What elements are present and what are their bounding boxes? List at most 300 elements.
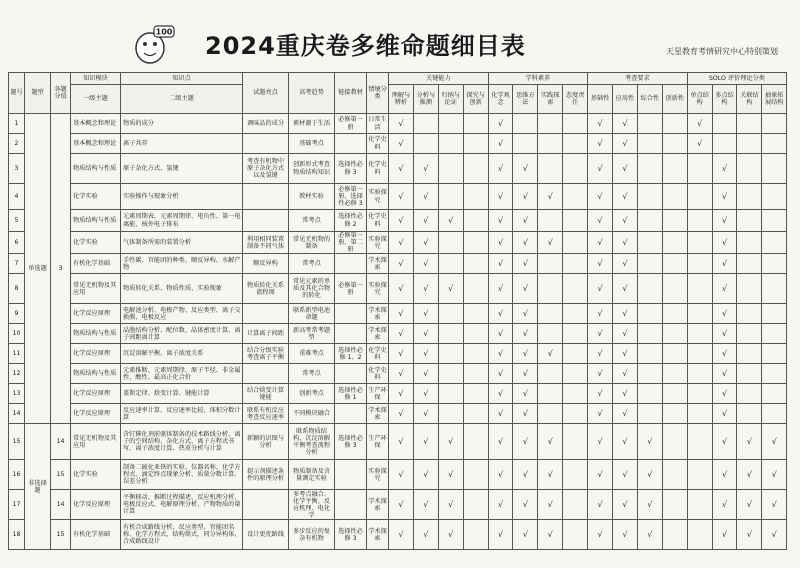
empty-cell — [637, 404, 662, 424]
empty-cell — [463, 490, 488, 520]
check-mark: √ — [712, 404, 737, 424]
check-mark: √ — [613, 154, 638, 184]
empty-cell — [637, 210, 662, 232]
check-mark: √ — [513, 460, 538, 490]
empty-cell — [538, 274, 563, 304]
check-mark: √ — [513, 210, 538, 232]
cell-textbook: 选择性必修 3 — [335, 424, 367, 460]
check-mark: √ — [488, 324, 513, 344]
check-mark: √ — [538, 490, 563, 520]
cell-level2: 手性碳、官能团的种类、顺反异构、水解产物 — [121, 254, 243, 274]
check-mark: √ — [712, 210, 737, 232]
table-row — [9, 154, 787, 184]
check-mark: √ — [712, 520, 737, 550]
check-mark: √ — [488, 384, 513, 404]
empty-cell — [413, 134, 438, 154]
check-mark: √ — [588, 404, 613, 424]
cell-level2: 元素推断、元素周期律、原子半径、非金属性、酸性、最高正化合价 — [121, 364, 243, 384]
check-mark: √ — [488, 232, 513, 254]
cell-level1: 有机化学基础 — [71, 520, 121, 550]
empty-cell — [438, 304, 463, 324]
empty-cell — [687, 344, 712, 364]
cell-level2: 实验操作与现象分析 — [121, 184, 243, 210]
check-mark: √ — [588, 424, 613, 460]
empty-cell — [737, 324, 762, 344]
empty-cell — [662, 404, 687, 424]
check-mark: √ — [712, 424, 737, 460]
empty-cell — [438, 134, 463, 154]
check-mark: √ — [488, 274, 513, 304]
empty-cell — [687, 304, 712, 324]
check-mark: √ — [513, 364, 538, 384]
empty-cell — [438, 184, 463, 210]
empty-cell — [463, 520, 488, 550]
check-mark: √ — [389, 520, 414, 550]
empty-cell — [712, 134, 737, 154]
check-mark: √ — [413, 154, 438, 184]
empty-cell — [563, 364, 588, 384]
empty-cell — [538, 404, 563, 424]
empty-cell — [463, 254, 488, 274]
check-mark: √ — [513, 324, 538, 344]
check-mark: √ — [488, 134, 513, 154]
cell-trend: 基础考点 — [289, 134, 335, 154]
empty-cell — [687, 364, 712, 384]
cell-num: 16 — [9, 460, 25, 490]
check-mark: √ — [613, 384, 638, 404]
table-row — [9, 384, 787, 404]
empty-cell — [538, 114, 563, 134]
empty-cell — [563, 154, 588, 184]
group-key-ability: 关键能力 — [389, 73, 489, 85]
empty-cell — [637, 274, 662, 304]
check-mark: √ — [389, 232, 414, 254]
check-mark: √ — [389, 154, 414, 184]
check-mark: √ — [538, 520, 563, 550]
empty-cell — [762, 154, 787, 184]
empty-cell — [538, 384, 563, 404]
empty-cell — [737, 304, 762, 324]
empty-cell — [687, 254, 712, 274]
check-mark: √ — [389, 210, 414, 232]
mascot-badge: 100 — [155, 27, 173, 37]
check-mark: √ — [538, 460, 563, 490]
empty-cell — [438, 254, 463, 274]
check-mark: √ — [513, 490, 538, 520]
cell-context: 化学史料 — [367, 344, 389, 364]
check-mark: √ — [538, 424, 563, 460]
cell-trend: 重难考点 — [289, 344, 335, 364]
empty-cell — [762, 134, 787, 154]
check-mark: √ — [737, 520, 762, 550]
check-mark: √ — [712, 154, 737, 184]
empty-cell — [737, 384, 762, 404]
empty-cell — [687, 324, 712, 344]
table-row — [9, 324, 787, 344]
cell-textbook — [335, 404, 367, 424]
empty-cell — [737, 364, 762, 384]
cell-level2: 离子共存 — [121, 134, 243, 154]
empty-cell — [762, 304, 787, 324]
cell-level1: 物质结构与性质 — [71, 154, 121, 184]
cell-level2: 有机合成路线分析、反应类型、官能团名称、化学方程式、结构简式、同分异构体、合成路线设计 — [121, 520, 243, 550]
cell-textbook: 选择性必修 1、2 — [335, 344, 367, 364]
cell-level1: 基本概念和理论 — [71, 134, 121, 154]
check-mark: √ — [389, 114, 414, 134]
check-mark: √ — [413, 460, 438, 490]
check-mark: √ — [389, 364, 414, 384]
check-mark: √ — [488, 154, 513, 184]
table-row — [9, 520, 787, 550]
check-mark: √ — [613, 304, 638, 324]
check-mark: √ — [712, 324, 737, 344]
empty-cell — [463, 404, 488, 424]
check-mark: √ — [588, 154, 613, 184]
check-mark: √ — [712, 184, 737, 210]
empty-cell — [637, 134, 662, 154]
empty-cell — [712, 114, 737, 134]
check-mark: √ — [513, 404, 538, 424]
empty-cell — [463, 154, 488, 184]
cell-trend: 常考点 — [289, 364, 335, 384]
cell-highlight: 结合焓变计算键能 — [243, 384, 289, 404]
cell-textbook — [335, 460, 367, 490]
empty-cell — [438, 154, 463, 184]
empty-cell — [662, 114, 687, 134]
check-mark: √ — [613, 364, 638, 384]
empty-cell — [737, 210, 762, 232]
check-mark: √ — [438, 210, 463, 232]
check-mark: √ — [637, 460, 662, 490]
table-row — [9, 364, 787, 384]
cell-level1: 物质结构与性质 — [71, 364, 121, 384]
col-reqs-0: 基础性 — [588, 85, 613, 114]
empty-cell — [762, 384, 787, 404]
empty-cell — [737, 232, 762, 254]
cell-num: 10 — [9, 324, 25, 344]
check-mark: √ — [588, 184, 613, 210]
cell-num: 14 — [9, 404, 25, 424]
empty-cell — [563, 404, 588, 424]
check-mark: √ — [687, 114, 712, 134]
cell-textbook — [335, 134, 367, 154]
cell-num: 12 — [9, 364, 25, 384]
check-mark: √ — [438, 520, 463, 550]
empty-cell — [662, 232, 687, 254]
cell-num: 2 — [9, 134, 25, 154]
empty-cell — [687, 520, 712, 550]
cell-highlight — [243, 184, 289, 210]
table-row — [9, 210, 787, 232]
check-mark: √ — [389, 324, 414, 344]
check-mark: √ — [762, 460, 787, 490]
empty-cell — [538, 134, 563, 154]
check-mark: √ — [588, 304, 613, 324]
cell-level2: 原子杂化方式、氢键 — [121, 154, 243, 184]
cell-context: 学术探索 — [367, 490, 389, 520]
empty-cell — [637, 344, 662, 364]
table-row — [9, 404, 787, 424]
check-mark: √ — [712, 490, 737, 520]
cell-num: 18 — [9, 520, 25, 550]
empty-cell — [737, 154, 762, 184]
page-header — [0, 0, 800, 70]
cell-num: 7 — [9, 254, 25, 274]
empty-cell — [438, 344, 463, 364]
cell-textbook: 选择性必修 1 — [335, 384, 367, 404]
cell-context: 学术探索 — [367, 254, 389, 274]
cell-trend: 新高考常考题型 — [289, 324, 335, 344]
check-mark: √ — [712, 232, 737, 254]
empty-cell — [687, 384, 712, 404]
tagline: 天星教育考情研究中心特别策划 — [666, 47, 778, 56]
check-mark: √ — [488, 304, 513, 324]
empty-cell — [538, 304, 563, 324]
empty-cell — [687, 154, 712, 184]
check-mark: √ — [588, 274, 613, 304]
check-mark: √ — [413, 184, 438, 210]
cell-highlight: 结合分级实验考查离子平衡 — [243, 344, 289, 364]
check-mark: √ — [613, 324, 638, 344]
cell-num: 4 — [9, 184, 25, 210]
col-type: 题型 — [25, 73, 51, 114]
cell-trend: 创新考点 — [289, 384, 335, 404]
group-knowledge-point: 知识点 — [121, 73, 243, 85]
cell-trend: 联系新型电池命题 — [289, 304, 335, 324]
group-literacy: 学科素养 — [488, 73, 588, 85]
col-reqs-1: 应用性 — [613, 85, 638, 114]
check-mark: √ — [413, 274, 438, 304]
check-mark: √ — [613, 424, 638, 460]
empty-cell — [463, 114, 488, 134]
empty-cell — [463, 384, 488, 404]
empty-cell — [563, 114, 588, 134]
table-row — [9, 460, 787, 490]
cell-highlight — [243, 210, 289, 232]
cell-level1: 化学实验 — [71, 232, 121, 254]
empty-cell — [438, 114, 463, 134]
empty-cell — [762, 254, 787, 274]
check-mark: √ — [712, 274, 737, 304]
empty-cell — [637, 364, 662, 384]
cell-highlight: 新颖的识图与分析 — [243, 424, 289, 460]
empty-cell — [637, 114, 662, 134]
check-mark: √ — [588, 114, 613, 134]
check-mark: √ — [588, 210, 613, 232]
empty-cell — [737, 134, 762, 154]
cell-level2: 晶胞结构分析、配位数、晶体密度计算、离子间距离计算 — [121, 324, 243, 344]
check-mark: √ — [413, 384, 438, 404]
cell-level2: 平衡移动、推断过程描述、反应机理分析、电极反应式、电解原理分析、产物物质的量计算 — [121, 490, 243, 520]
group-exam-req: 考查要求 — [588, 73, 688, 85]
col-abilities-3: 探究与创新 — [463, 85, 488, 114]
check-mark: √ — [413, 424, 438, 460]
cell-score-single: 3 — [51, 114, 71, 424]
empty-cell — [563, 304, 588, 324]
empty-cell — [463, 460, 488, 490]
empty-cell — [538, 324, 563, 344]
cell-num: 6 — [9, 232, 25, 254]
empty-cell — [687, 184, 712, 210]
empty-cell — [563, 344, 588, 364]
cell-level2: 沉淀溶解平衡、离子浓度关系 — [121, 344, 243, 364]
empty-cell — [662, 460, 687, 490]
empty-cell — [687, 424, 712, 460]
empty-cell — [463, 424, 488, 460]
check-mark: √ — [613, 134, 638, 154]
cell-trend: 常见元素的单质及其化合物的转化 — [289, 274, 335, 304]
empty-cell — [463, 184, 488, 210]
cell-level1: 有机化学基础 — [71, 254, 121, 274]
cell-highlight — [243, 134, 289, 154]
cell-context: 学术探索 — [367, 324, 389, 344]
empty-cell — [538, 210, 563, 232]
table-row — [9, 184, 787, 210]
check-mark: √ — [488, 344, 513, 364]
cell-trend: 不同模块融合 — [289, 404, 335, 424]
cell-trend: 创新形式考查物质结构知识 — [289, 154, 335, 184]
empty-cell — [438, 324, 463, 344]
check-mark: √ — [613, 344, 638, 364]
cell-type-nonsingle: 非选择题 — [25, 424, 51, 550]
cell-context: 化学史料 — [367, 210, 389, 232]
check-mark: √ — [712, 344, 737, 364]
check-mark: √ — [488, 184, 513, 210]
check-mark: √ — [712, 304, 737, 324]
cell-level2: 元素周期表、元素周期律、电负性、第一电离能、核外电子排布 — [121, 210, 243, 232]
cell-trend: 常考点 — [289, 210, 335, 232]
check-mark: √ — [389, 184, 414, 210]
check-mark: √ — [413, 254, 438, 274]
cell-score: 15 — [51, 460, 71, 490]
cell-num: 17 — [9, 490, 25, 520]
check-mark: √ — [513, 154, 538, 184]
empty-cell — [563, 424, 588, 460]
check-mark: √ — [438, 424, 463, 460]
check-mark: √ — [737, 460, 762, 490]
col-reqs-3: 创新性 — [662, 85, 687, 114]
check-mark: √ — [737, 424, 762, 460]
col-literacies-3: 态度责任 — [563, 85, 588, 114]
cell-context: 生产环保 — [367, 424, 389, 460]
check-mark: √ — [762, 424, 787, 460]
empty-cell — [563, 232, 588, 254]
empty-cell — [438, 404, 463, 424]
check-mark: √ — [613, 490, 638, 520]
check-mark: √ — [513, 520, 538, 550]
cell-num: 9 — [9, 304, 25, 324]
cell-level2: 气体制备所需的装置分析 — [121, 232, 243, 254]
check-mark: √ — [588, 324, 613, 344]
cell-textbook — [335, 364, 367, 384]
check-mark: √ — [413, 520, 438, 550]
check-mark: √ — [389, 344, 414, 364]
mascot-logo-icon — [128, 22, 178, 66]
check-mark: √ — [687, 134, 712, 154]
check-mark: √ — [488, 364, 513, 384]
check-mark: √ — [438, 274, 463, 304]
cell-level1: 基本概念和理论 — [71, 114, 121, 134]
empty-cell — [737, 184, 762, 210]
empty-cell — [662, 210, 687, 232]
check-mark: √ — [413, 304, 438, 324]
empty-cell — [563, 520, 588, 550]
page-title: 2024重庆卷多维命题细目表 — [205, 32, 526, 60]
empty-cell — [513, 114, 538, 134]
check-mark: √ — [513, 424, 538, 460]
empty-cell — [662, 344, 687, 364]
cell-context: 化学史料 — [367, 154, 389, 184]
empty-cell — [637, 384, 662, 404]
table-row — [9, 114, 787, 134]
cell-level1: 常见无机物及其应用 — [71, 274, 121, 304]
cell-level1: 化学反应原理 — [71, 404, 121, 424]
empty-cell — [662, 274, 687, 304]
empty-cell — [662, 154, 687, 184]
check-mark: √ — [588, 364, 613, 384]
cell-highlight — [243, 304, 289, 324]
cell-textbook — [335, 324, 367, 344]
check-mark: √ — [413, 364, 438, 384]
check-mark: √ — [488, 404, 513, 424]
empty-cell — [737, 404, 762, 424]
cell-textbook: 必修第一册 — [335, 274, 367, 304]
empty-cell — [637, 184, 662, 210]
cell-trend: 联系物质结构、沉淀溶解平衡考查流程分析 — [289, 424, 335, 460]
cell-context: 学术探索 — [367, 404, 389, 424]
table-row — [9, 232, 787, 254]
check-mark: √ — [613, 254, 638, 274]
check-mark: √ — [413, 404, 438, 424]
cell-highlight: 顺反异构 — [243, 254, 289, 274]
cell-score: 15 — [51, 520, 71, 550]
check-mark: √ — [712, 254, 737, 274]
cell-textbook: 选择性必修 3 — [335, 154, 367, 184]
cell-context: 实验探究 — [367, 274, 389, 304]
col-textbook: 链接教材 — [335, 73, 367, 114]
cell-trend: 物质制备及含量测定实验 — [289, 460, 335, 490]
cell-highlight: 设计更优路线 — [243, 520, 289, 550]
check-mark: √ — [538, 184, 563, 210]
check-mark: √ — [513, 274, 538, 304]
empty-cell — [463, 324, 488, 344]
check-mark: √ — [488, 460, 513, 490]
table-row — [9, 304, 787, 324]
cell-highlight: 调味品的成分 — [243, 114, 289, 134]
check-mark: √ — [737, 490, 762, 520]
group-solo: SOLO 评价理论分类 — [687, 73, 787, 85]
empty-cell — [762, 324, 787, 344]
empty-cell — [762, 232, 787, 254]
col-solos-3: 抽象拓展结构 — [762, 85, 787, 114]
cell-level2: 反应速率计算、反应速率比较、体积分数计算 — [121, 404, 243, 424]
cell-textbook: 必修第一册、选择性必修 3 — [335, 184, 367, 210]
cell-context: 学术探索 — [367, 304, 389, 324]
empty-cell — [737, 254, 762, 274]
check-mark: √ — [488, 114, 513, 134]
cell-highlight: 利用相同装置制备不同气体 — [243, 232, 289, 254]
empty-cell — [513, 134, 538, 154]
table-row — [9, 134, 787, 154]
check-mark: √ — [488, 490, 513, 520]
empty-cell — [563, 134, 588, 154]
check-mark: √ — [637, 424, 662, 460]
check-mark: √ — [588, 460, 613, 490]
empty-cell — [687, 232, 712, 254]
cell-context: 实验探究 — [367, 184, 389, 210]
check-mark: √ — [413, 232, 438, 254]
cell-score: 14 — [51, 490, 71, 520]
